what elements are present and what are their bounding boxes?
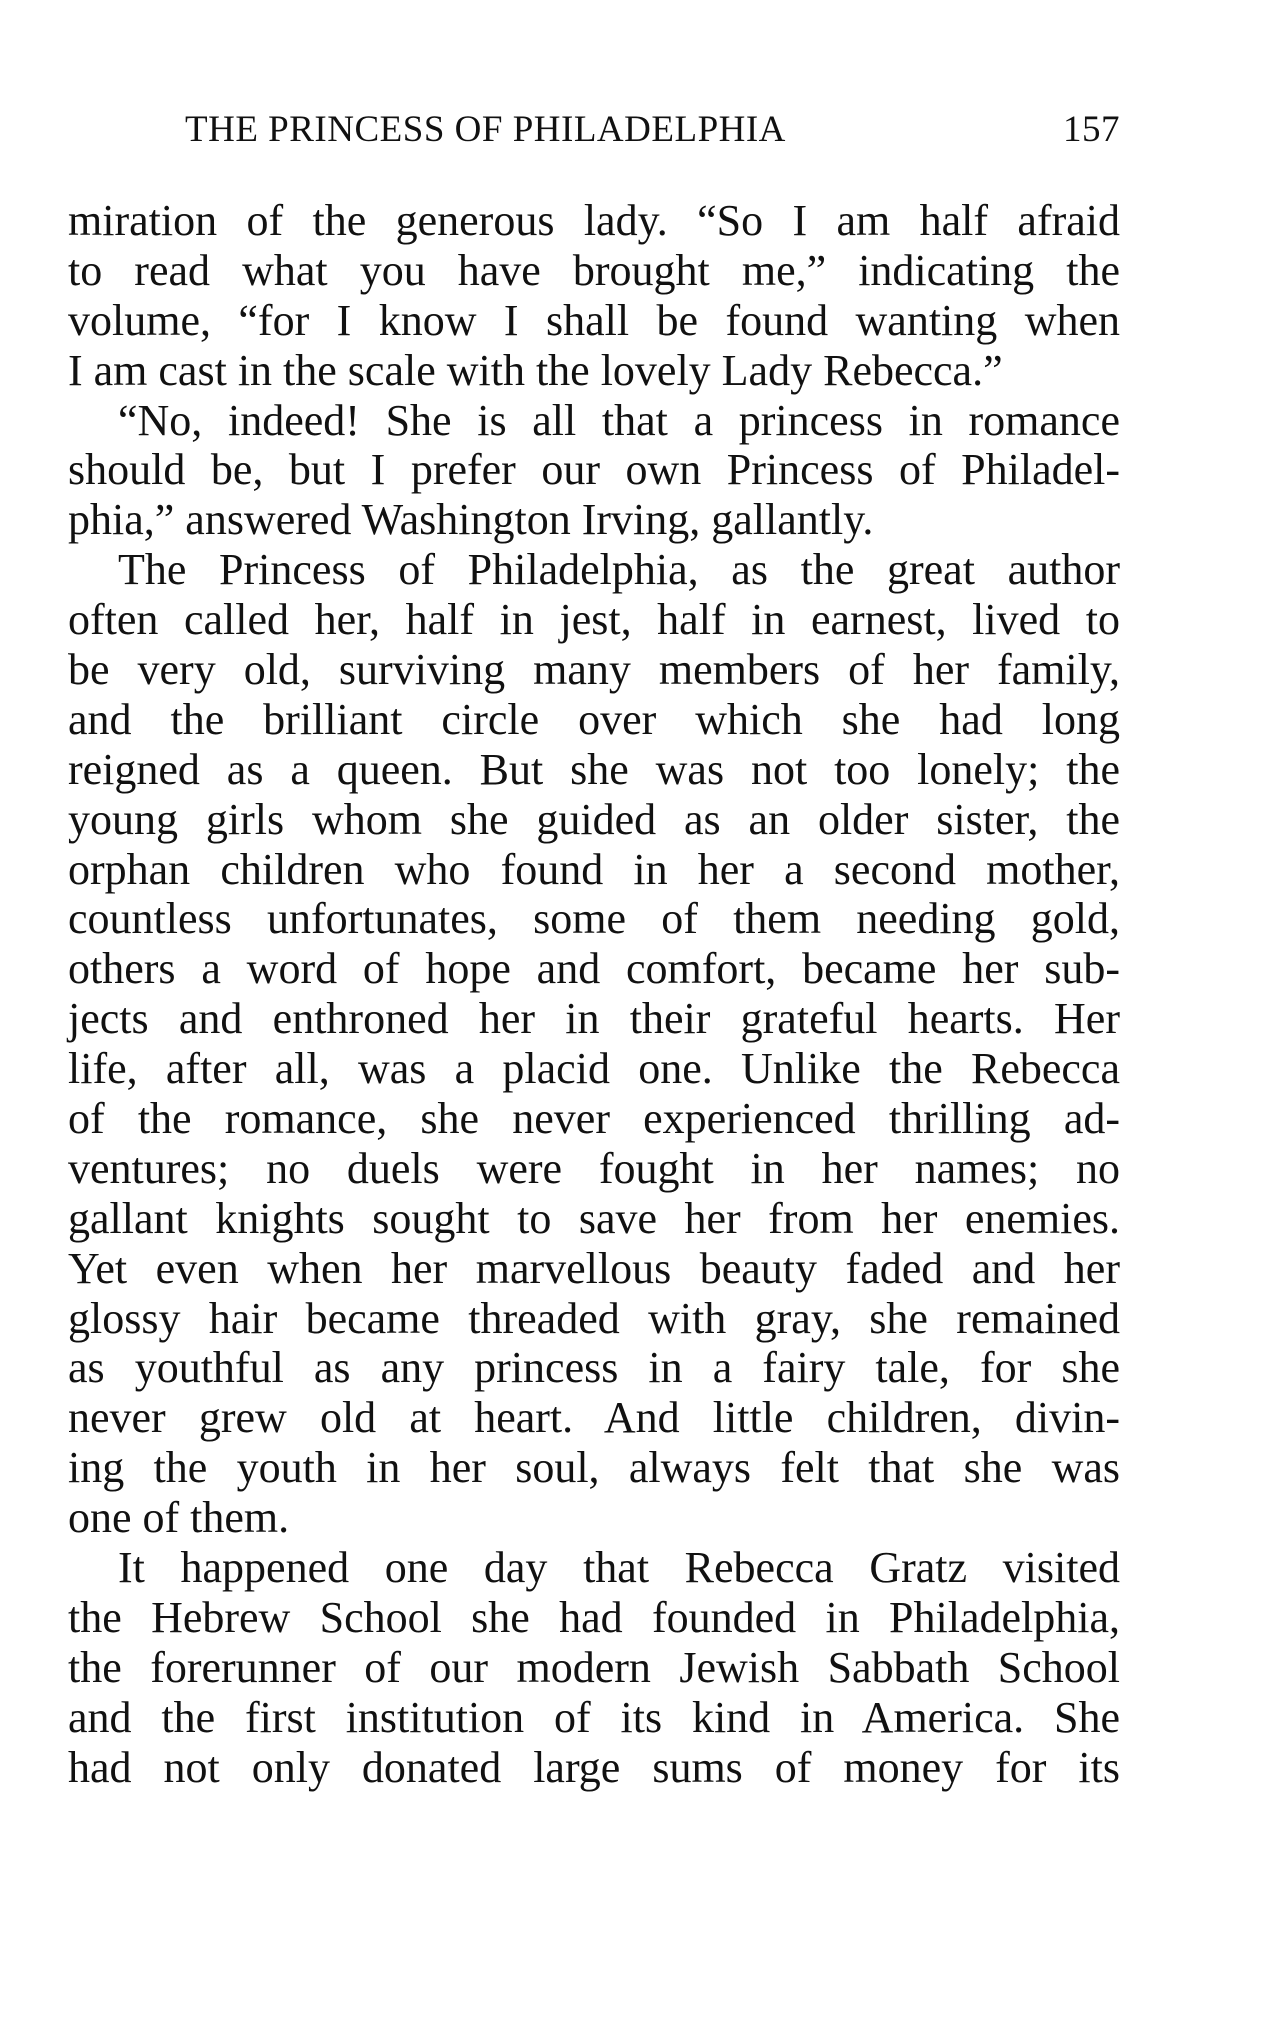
body-text	[68, 196, 1120, 1793]
text-line: countless unfortunates, some of them needing gold,	[68, 894, 1120, 944]
text-line: It happened one day that Rebecca Gratz visited	[118, 1543, 1120, 1593]
text-line: and the first institution of its kind in America. She	[68, 1692, 1120, 1742]
running-head-title: THE PRINCESS OF PHILADELPHIA	[185, 109, 786, 150]
text-line: Yet even when her marvellous beauty faded and her	[68, 1243, 1120, 1293]
text-line: gallant knights sought to save her from her enemies.	[68, 1193, 1120, 1243]
text-line: volume, “for I know I shall be found wanting when	[68, 295, 1120, 345]
running-head	[185, 108, 1120, 168]
text-line: glossy hair became threaded with gray, she remained	[68, 1293, 1120, 1343]
text-line: others a word of hope and comfort, became her sub-	[68, 944, 1120, 994]
text-line: reigned as a queen. But she was not too lonely; the	[68, 744, 1120, 794]
text-line: miration of the generous lady. “So I am half afraid	[68, 196, 1120, 245]
text-line: one of them.	[68, 1493, 290, 1543]
page-number: 157	[1063, 109, 1120, 150]
text-line: ventures; no duels were fought in her names; no	[68, 1143, 1120, 1193]
text-line: be very old, surviving many members of her family,	[68, 645, 1120, 695]
text-line: should be, but I prefer our own Princess of Philadel-	[68, 445, 1120, 495]
text-line: the Hebrew School she had founded in Philadelphia,	[68, 1592, 1120, 1642]
text-line: “No, indeed! She is all that a princess in romance	[118, 395, 1120, 445]
text-line: as youthful as any princess in a fairy tale, for she	[68, 1343, 1120, 1393]
text-line: and the brilliant circle over which she had long	[68, 694, 1120, 744]
text-line: life, after all, was a placid one. Unlike the Rebecca	[68, 1044, 1120, 1094]
text-line: had not only donated large sums of money for its	[68, 1742, 1120, 1792]
text-line: orphan children who found in her a second mother,	[68, 844, 1120, 894]
text-line: I am cast in the scale with the lovely Lady Rebecca.”	[68, 345, 1003, 395]
text-line: ing the youth in her soul, always felt that she was	[68, 1443, 1120, 1493]
text-line: to read what you have brought me,” indicating the	[68, 245, 1120, 295]
text-line: the forerunner of our modern Jewish Sabbath School	[68, 1642, 1120, 1692]
text-line: never grew old at heart. And little children, divin-	[68, 1393, 1120, 1443]
text-line: The Princess of Philadelphia, as the great author	[118, 545, 1120, 595]
text-line: of the romance, she never experienced thrilling ad-	[68, 1094, 1120, 1144]
text-line: jects and enthroned her in their grateful hearts. Her	[68, 994, 1120, 1044]
text-line: young girls whom she guided as an older sister, the	[68, 794, 1120, 844]
text-line: phia,” answered Washington Irving, gallantly.	[68, 495, 874, 545]
text-line: often called her, half in jest, half in earnest, lived to	[68, 595, 1120, 645]
